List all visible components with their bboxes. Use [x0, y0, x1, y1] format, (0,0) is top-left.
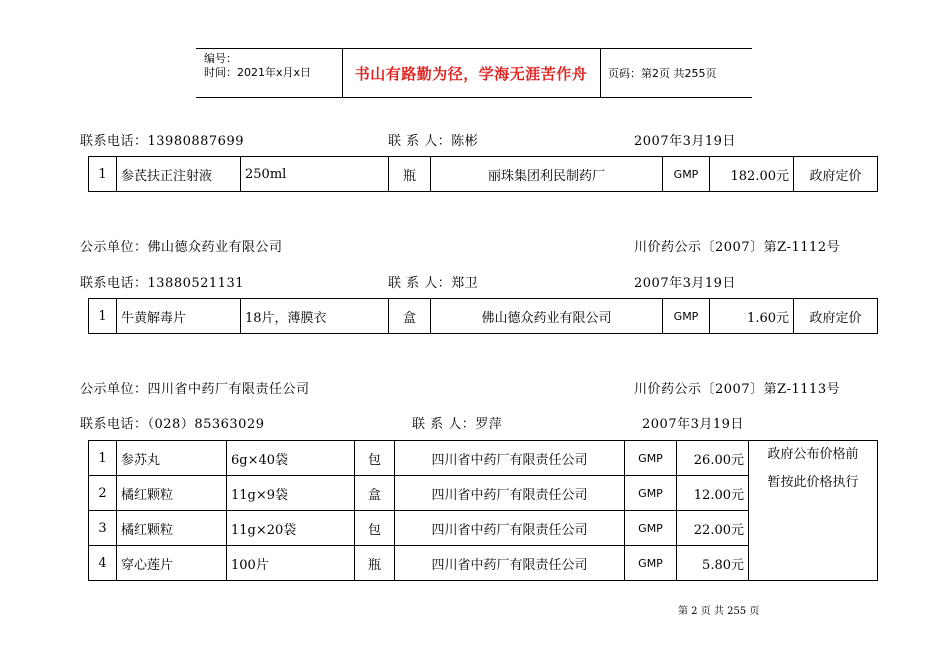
- price-table-3: [88, 440, 878, 581]
- cell-spec: 100片: [227, 546, 355, 581]
- cell-unit: 盒: [355, 476, 395, 511]
- note-line: 政府公布价格前: [767, 447, 859, 462]
- cell-no: 1: [89, 299, 117, 334]
- cell-note: 政府定价: [794, 157, 878, 192]
- cell-maker: 四川省中药厂有限责任公司: [395, 546, 625, 581]
- date-line: 2007年3月19日: [634, 134, 736, 149]
- cell-no: 2: [89, 476, 117, 511]
- cell-gmp: GMP: [625, 546, 677, 581]
- cell-spec: 11g×20袋: [227, 511, 355, 546]
- cell-no: 1: [89, 441, 117, 476]
- phone-line: 联系电话：13880521131: [80, 276, 244, 291]
- date-line: 2007年3月19日: [642, 417, 744, 432]
- cell-price: 26.00元: [677, 441, 749, 476]
- doc-number: 川价药公示〔2007〕第Z-1112号: [634, 240, 841, 255]
- page-code: 页码：第2页 共255页: [608, 67, 717, 80]
- cell-name: 穿心莲片: [117, 546, 227, 581]
- cell-note: 政府定价: [794, 299, 878, 334]
- motto: 书山有路勤为径，学海无涯苦作舟: [354, 64, 588, 83]
- cell-price: 5.80元: [677, 546, 749, 581]
- price-table-1: [88, 156, 878, 192]
- document-header: [196, 48, 752, 98]
- phone-line: 联系电话：（028）85363029: [80, 417, 265, 432]
- cell-maker: 四川省中药厂有限责任公司: [395, 511, 625, 546]
- cell-note: [749, 441, 878, 581]
- cell-price: 22.00元: [677, 511, 749, 546]
- note-line: 暂按此价格执行: [767, 475, 859, 490]
- cell-spec: 250ml: [241, 157, 389, 192]
- cell-name: 牛黄解毒片: [117, 299, 241, 334]
- date-line: 2007年3月19日: [634, 276, 736, 291]
- table-row: [89, 441, 878, 476]
- cell-maker: 四川省中药厂有限责任公司: [395, 441, 625, 476]
- cell-name: 参芪扶正注射液: [117, 157, 241, 192]
- cell-unit: 瓶: [355, 546, 395, 581]
- header-divider: [600, 49, 601, 97]
- cell-name: 参苏丸: [117, 441, 227, 476]
- cell-no: 3: [89, 511, 117, 546]
- cell-gmp: GMP: [663, 299, 710, 334]
- cell-maker: 四川省中药厂有限责任公司: [395, 476, 625, 511]
- company-line: 公示单位：四川省中药厂有限责任公司: [80, 382, 310, 397]
- cell-gmp: GMP: [625, 511, 677, 546]
- cell-spec: 18片，薄膜衣: [241, 299, 389, 334]
- page-footer: 第 2 页 共 255 页: [678, 606, 760, 617]
- cell-name: 橘红颗粒: [117, 476, 227, 511]
- cell-maker: 佛山德众药业有限公司: [431, 299, 663, 334]
- cell-no: 1: [89, 157, 117, 192]
- header-meta: [204, 52, 311, 80]
- serial-label: 编号：: [204, 52, 237, 65]
- cell-unit: 瓶: [389, 157, 431, 192]
- cell-name: 橘红颗粒: [117, 511, 227, 546]
- contact-line: 联 系 人：罗萍: [412, 417, 503, 432]
- price-table-2: [88, 298, 878, 334]
- cell-unit: 盒: [389, 299, 431, 334]
- doc-number: 川价药公示〔2007〕第Z-1113号: [634, 382, 841, 397]
- cell-spec: 11g×9袋: [227, 476, 355, 511]
- cell-gmp: GMP: [663, 157, 710, 192]
- table-row: [89, 157, 878, 192]
- contact-line: 联 系 人：陈彬: [388, 134, 479, 149]
- phone-line: 联系电话：13980887699: [80, 134, 244, 149]
- cell-price: 182.00元: [710, 157, 794, 192]
- table-row: [89, 299, 878, 334]
- contact-line: 联 系 人：郑卫: [388, 276, 479, 291]
- cell-price: 1.60元: [710, 299, 794, 334]
- cell-gmp: GMP: [625, 476, 677, 511]
- company-line: 公示单位：佛山德众药业有限公司: [80, 240, 283, 255]
- cell-gmp: GMP: [625, 441, 677, 476]
- cell-unit: 包: [355, 511, 395, 546]
- cell-maker: 丽珠集团利民制药厂: [431, 157, 663, 192]
- cell-unit: 包: [355, 441, 395, 476]
- cell-price: 12.00元: [677, 476, 749, 511]
- cell-no: 4: [89, 546, 117, 581]
- cell-spec: 6g×40袋: [227, 441, 355, 476]
- time-label: 时间：2021年x月x日: [204, 66, 312, 79]
